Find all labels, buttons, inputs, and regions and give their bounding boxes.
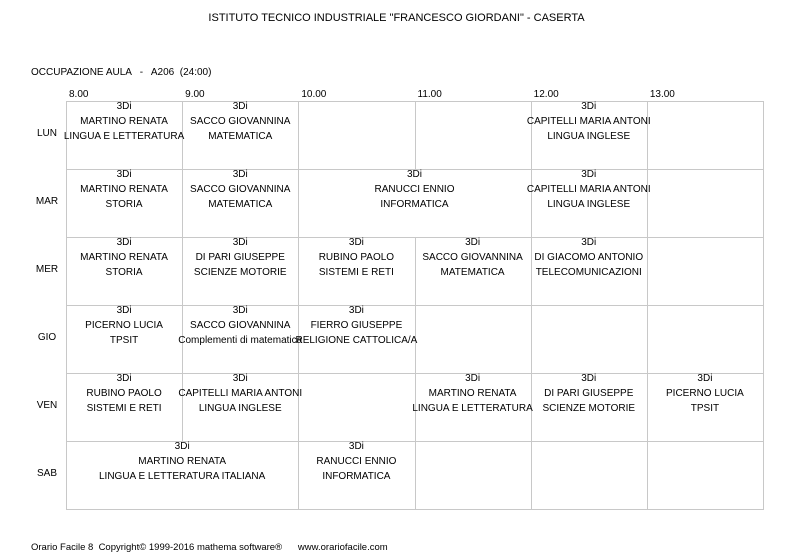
lesson-class: 3Di [116,304,132,316]
lesson-subject: SCIENZE MOTORIE [542,402,636,414]
lesson-class: 3Di [348,236,364,248]
lesson-cell[interactable] [182,155,298,223]
grid-line [66,509,764,510]
lesson-class: 3Di [232,372,248,384]
lesson-teacher: SACCO GIOVANNINA [190,319,291,331]
grid-line [647,169,648,237]
lesson-class: 3Di [116,236,132,248]
time-label: 11.00 [417,89,442,100]
lesson-teacher: DI GIACOMO ANTONIO [534,251,644,263]
grid-line [763,101,764,509]
lesson-class: 3Di [232,100,248,112]
lesson-class: 3Di [465,236,481,248]
lesson-subject: MATEMATICA [208,198,273,210]
grid-line [531,441,532,509]
lesson-subject: STORIA [105,266,143,278]
lesson-teacher: MARTINO RENATA [428,387,517,399]
day-label: SAB [36,468,57,479]
day-label: MAR [35,196,59,207]
lesson-cell[interactable] [531,223,647,291]
lesson-class: 3Di [348,304,364,316]
day-label: GIO [37,332,57,343]
lesson-teacher: DI PARI GIUSEPPE [544,387,634,399]
lesson-class: 3Di [581,372,597,384]
day-label: MER [35,264,59,275]
lesson-class: 3Di [116,168,132,180]
page-title: ISTITUTO TECNICO INDUSTRIALE "FRANCESCO GIORDANI" - CASERTA [208,12,585,24]
grid-line [415,441,416,509]
lesson-subject: INFORMATICA [380,198,449,210]
lesson-teacher: MARTINO RENATA [138,455,227,467]
lesson-teacher: SACCO GIOVANNINA [422,251,523,263]
lesson-cell[interactable] [182,223,298,291]
lesson-teacher: SACCO GIOVANNINA [190,183,291,195]
lesson-teacher: SACCO GIOVANNINA [190,115,291,127]
room-occupancy-label: OCCUPAZIONE AULA - A206 (24:00) [31,67,212,78]
lesson-cell[interactable] [66,155,182,223]
time-label: 10.00 [301,89,327,100]
lesson-cell[interactable] [415,223,531,291]
lesson-teacher: PICERNO LUCIA [85,319,163,331]
lesson-teacher: MARTINO RENATA [80,115,168,127]
lesson-cell[interactable] [178,291,303,359]
lesson-cell[interactable] [63,87,185,155]
lesson-cell[interactable] [298,223,414,291]
lesson-cell[interactable] [295,291,418,359]
day-label: VEN [36,400,58,411]
lesson-class: 3Di [174,440,190,452]
lesson-class: 3Di [697,372,713,384]
lesson-class: 3Di [465,372,481,384]
lesson-subject: SISTEMI E RETI [318,266,394,278]
grid-line [647,101,648,169]
lesson-cell[interactable] [178,359,303,427]
lesson-teacher: RUBINO PAOLO [86,387,162,399]
lesson-subject: LINGUA INGLESE [547,130,631,142]
lesson-subject: STORIA [105,198,143,210]
lesson-cell[interactable] [298,427,414,495]
lesson-subject: LINGUA INGLESE [198,402,282,414]
lesson-class: 3Di [406,168,422,180]
lesson-subject: MATEMATICA [440,266,505,278]
lesson-cell[interactable] [66,291,182,359]
time-label: 13.00 [649,89,675,100]
lesson-cell[interactable] [526,87,651,155]
grid-line [647,237,648,305]
grid-line [647,441,648,509]
lesson-teacher: RANUCCI ENNIO [316,455,397,467]
lesson-class: 3Di [232,168,248,180]
lesson-subject: RELIGIONE CATTOLICA/A [295,334,418,346]
lesson-teacher: CAPITELLI MARIA ANTONI [526,183,651,195]
lesson-subject: LINGUA E LETTERATURA ITALIANA [98,470,266,482]
lesson-subject: SISTEMI E RETI [86,402,162,414]
lesson-subject: INFORMATICA [322,470,391,482]
lesson-teacher: PICERNO LUCIA [666,387,744,399]
lesson-subject: TPSIT [109,334,139,346]
lesson-cell[interactable] [647,359,763,427]
lesson-cell[interactable] [412,359,533,427]
lesson-subject: TPSIT [690,402,720,414]
lesson-cell[interactable] [66,223,182,291]
time-label: 12.00 [533,89,559,100]
lesson-subject: Complementi di matematica [178,334,303,346]
footer-copyright: Orario Facile 8 Copyright© 1999-2016 mathema software® www.orariofacile.com [31,542,388,553]
lesson-subject: LINGUA INGLESE [547,198,631,210]
lesson-teacher: MARTINO RENATA [80,251,168,263]
lesson-teacher: CAPITELLI MARIA ANTONI [526,115,651,127]
time-label: 9.00 [185,89,205,100]
lesson-subject: LINGUA E LETTERATURA [412,402,533,414]
lesson-class: 3Di [581,168,597,180]
lesson-class: 3Di [581,236,597,248]
lesson-cell[interactable] [66,427,298,495]
lesson-teacher: CAPITELLI MARIA ANTONI [178,387,303,399]
lesson-teacher: FIERRO GIUSEPPE [310,319,403,331]
lesson-class: 3Di [116,372,132,384]
day-label: LUN [36,128,57,139]
lesson-subject: SCIENZE MOTORIE [193,266,287,278]
lesson-cell[interactable] [182,87,298,155]
lesson-class: 3Di [232,236,248,248]
lesson-subject: MATEMATICA [208,130,273,142]
time-label: 8.00 [69,89,89,100]
lesson-cell[interactable] [531,359,647,427]
lesson-teacher: RUBINO PAOLO [318,251,395,263]
lesson-class: 3Di [581,100,597,112]
lesson-cell[interactable] [526,155,651,223]
lesson-subject: LINGUA E LETTERATURA [63,130,185,142]
lesson-teacher: DI PARI GIUSEPPE [195,251,285,263]
lesson-subject: TELECOMUNICAZIONI [535,266,642,278]
lesson-cell[interactable] [298,155,530,223]
lesson-class: 3Di [232,304,248,316]
lesson-cell[interactable] [66,359,182,427]
lesson-teacher: RANUCCI ENNIO [374,183,455,195]
lesson-teacher: MARTINO RENATA [80,183,168,195]
lesson-class: 3Di [348,440,364,452]
lesson-class: 3Di [116,100,132,112]
